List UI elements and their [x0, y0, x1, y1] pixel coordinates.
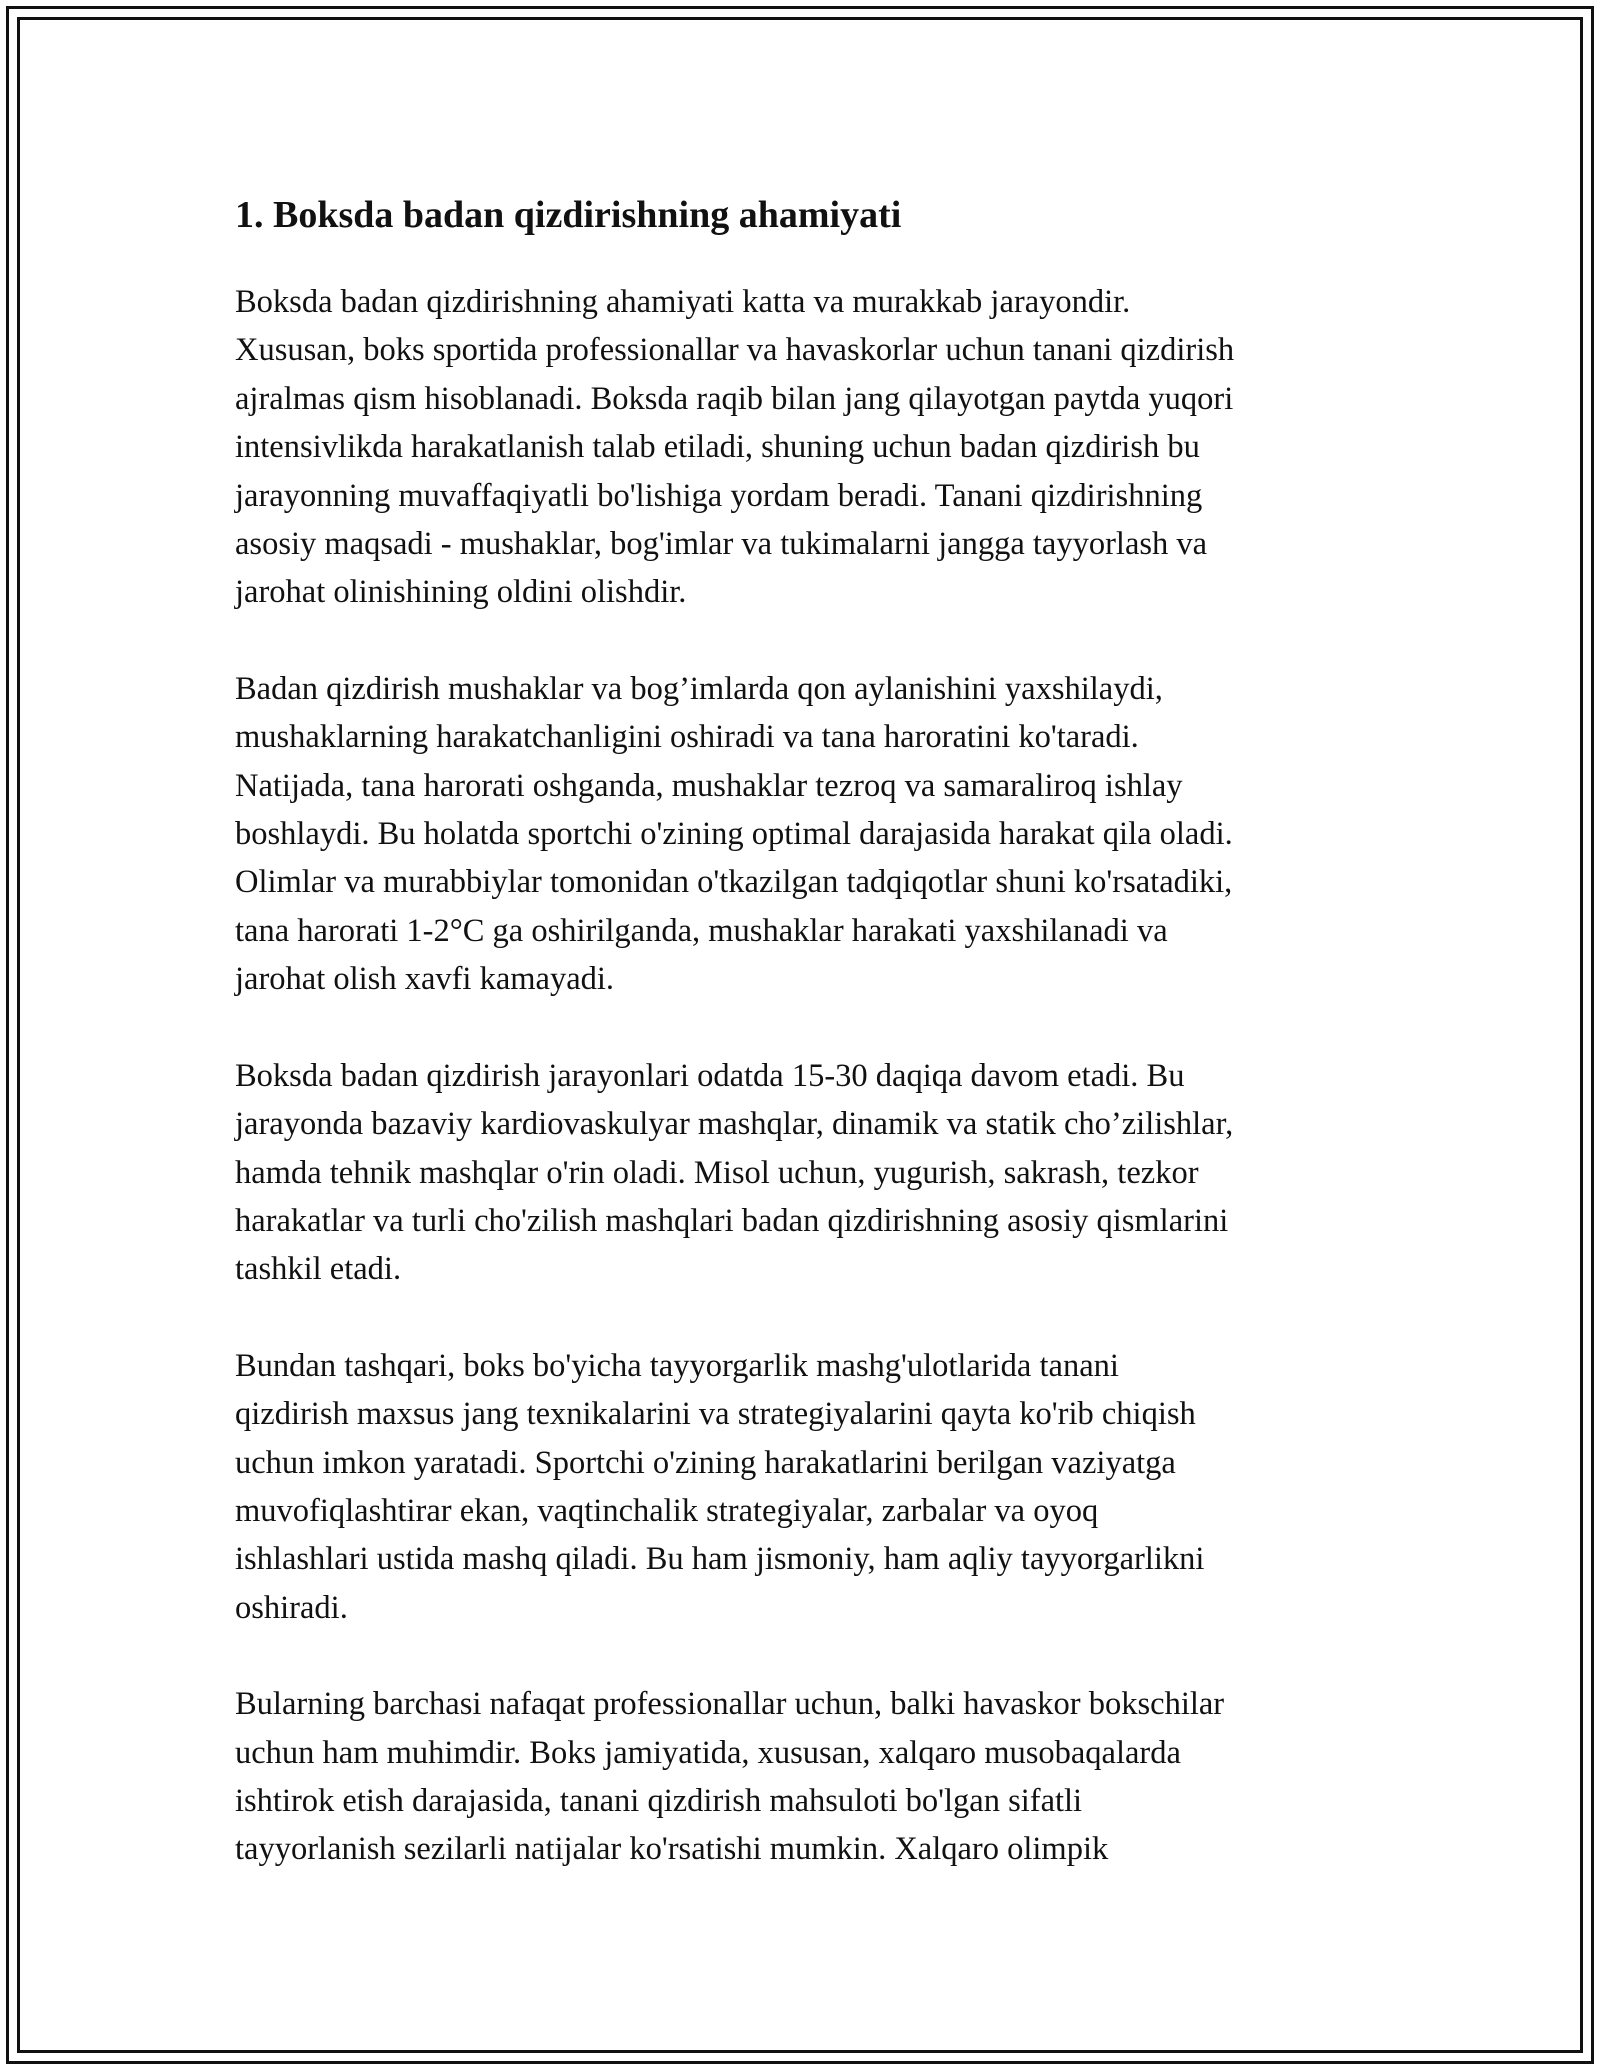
paragraph-2: Badan qizdirish mushaklar va bog’imlarda qon aylanishini yaxshilaydi, mushaklarning harakatchanligini oshiradi va tana haroratini ko'taradi. Natijada, tana harorati oshganda, mushaklar tezroq va samaraliroq ishlay boshlaydi. Bu holatda sportchi o'zining optimal darajasida harakat qila oladi. Olimlar va murabbiylar tomonidan o'tkazilgan tadqiqotlar shuni ko'rsatadiki, tana harorati 1-2°C ga oshirilganda, mushaklar harakati yaxshilanadi va jarohat olish xavfi kamayadi.: [235, 670, 1233, 998]
document-body: [235, 182, 1375, 1922]
paragraph-1: Boksda badan qizdirishning ahamiyati katta va murakkab jarayondir. Xususan, boks sportida professionallar va havaskorlar uchun tanani qizdirish ajralmas qism hisoblanadi. Boksda raqib bilan jang qilayotgan paytda yuqori intensivlikda harakatlanish talab etiladi, shuning uchun badan qizdirish bu jarayonning muvaffaqiyatli bo'lishiga yordam beradi. Tanani qizdirishning asosiy maqsadi - mushaklar, bog'imlar va tukimalarni jangga tayyorlash va jarohat olinishining oldini olishdir.: [235, 284, 1235, 611]
paragraph-4: Bundan tashqari, boks bo'yicha tayyorgarlik mashg'ulotlarida tanani qizdirish maxsus jang texnikalarini va strategiyalarini qayta ko'rib chiqish uchun imkon yaratadi. Sportchi o'zining harakatlarini berilgan vaziyatga muvofiqlashtirar ekan, vaqtinchalik strategiyalar, zarbalar va oyoq ishlashlari ustida mashq qiladi. Bu ham jismoniy, ham aqliy tayyorgarlikni oshiradi.: [235, 1347, 1205, 1626]
section-heading: 1. Boksda badan qizdirishning ahamiyati: [235, 194, 902, 236]
paragraph-5: Bularning barchasi nafaqat professionallar uchun, balki havaskor bokschilar uchun ham muhimdir. Boks jamiyatida, xususan, xalqaro musobaqalarda ishtirok etish darajasida, tanani qizdirish mahsuloti bo'lgan sifatli tayyorlanish sezilarli natijalar ko'rsatishi mumkin. Xalqaro olimpik: [235, 1686, 1225, 1868]
paragraph-3: Boksda badan qizdirish jarayonlari odatda 15-30 daqiqa davom etadi. Bu jarayonda bazaviy kardiovaskulyar mashqlar, dinamik va statik cho’zilishlar, hamda tehnik mashqlar o'rin oladi. Misol uchun, yugurish, sakrash, tezkor harakatlar va turli cho'zilish mashqlari badan qizdirishning asosiy qismlarini tashkil etadi.: [235, 1057, 1234, 1288]
